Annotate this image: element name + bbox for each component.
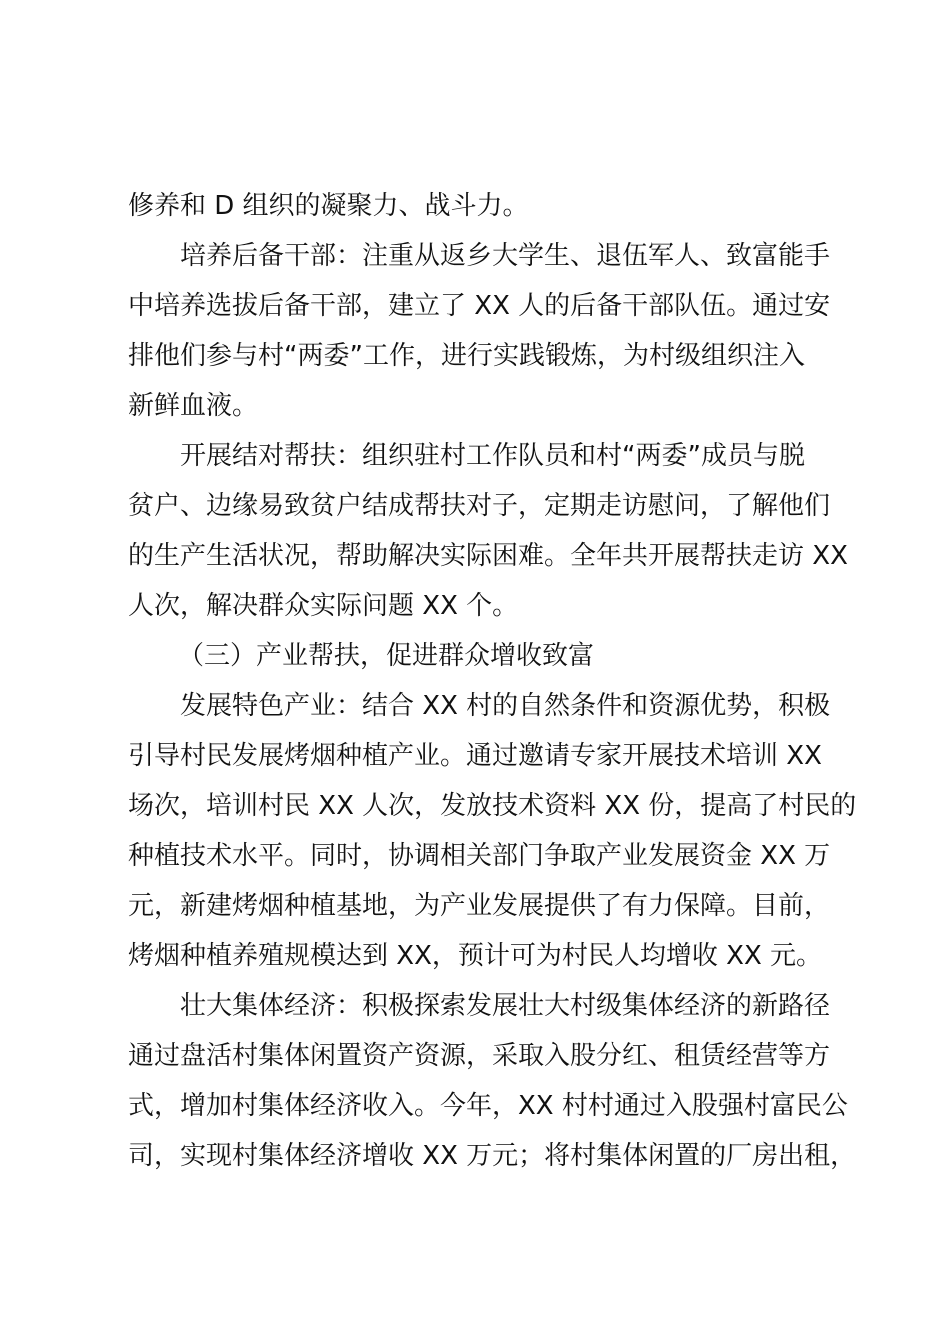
text-line-7: 贫户、边缘易致贫户结成帮扶对子，定期走访慰问，了解他们 — [128, 491, 831, 521]
text-line-4: 排他们参与村“两委”工作，进行实践锻炼，为村级组织注入 — [128, 341, 805, 371]
text-line-19: 式，增加村集体经济收入。今年，XX 村村通过入股强村富民公 — [128, 1091, 848, 1121]
text-line-5: 新鲜血液。 — [128, 391, 259, 421]
text-line-9: 人次，解决群众实际问题 XX 个。 — [128, 591, 519, 621]
text-line-8: 的生产生活状况，帮助解决实际困难。全年共开展帮扶走访 XX — [128, 541, 848, 571]
text-line-15: 元，新建烤烟种植基地，为产业发展提供了有力保障。目前， — [128, 891, 831, 921]
text-line-18: 通过盘活村集体闲置资产资源，采取入股分红、租赁经营等方 — [128, 1041, 831, 1071]
text-line-3: 中培养选拔后备干部，建立了 XX 人的后备干部队伍。通过安 — [128, 291, 831, 321]
text-line-1: 修养和 D 组织的凝聚力、战斗力。 — [128, 191, 529, 221]
text-line-20: 司，实现村集体经济增收 XX 万元；将村集体闲置的厂房出租， — [128, 1141, 857, 1171]
text-line-16: 烤烟种植养殖规模达到 XX，预计可为村民人均增收 XX 元。 — [128, 941, 823, 971]
text-line-12: 引导村民发展烤烟种植产业。通过邀请专家开展技术培训 XX — [128, 741, 822, 771]
text-line-17: 壮大集体经济：积极探索发展壮大村级集体经济的新路径 — [180, 991, 831, 1021]
text-line-13: 场次，培训村民 XX 人次，发放技术资料 XX 份，提高了村民的 — [128, 791, 857, 821]
text-line-6: 开展结对帮扶：组织驻村工作队员和村“两委”成员与脱 — [180, 441, 805, 471]
section-heading: （三）产业帮扶，促进群众增收致富 — [178, 641, 595, 671]
text-line-14: 种植技术水平。同时，协调相关部门争取产业发展资金 XX 万 — [128, 841, 831, 871]
text-line-2: 培养后备干部：注重从返乡大学生、退伍军人、致富能手 — [180, 241, 831, 271]
text-line-11: 发展特色产业：结合 XX 村的自然条件和资源优势，积极 — [180, 691, 831, 721]
